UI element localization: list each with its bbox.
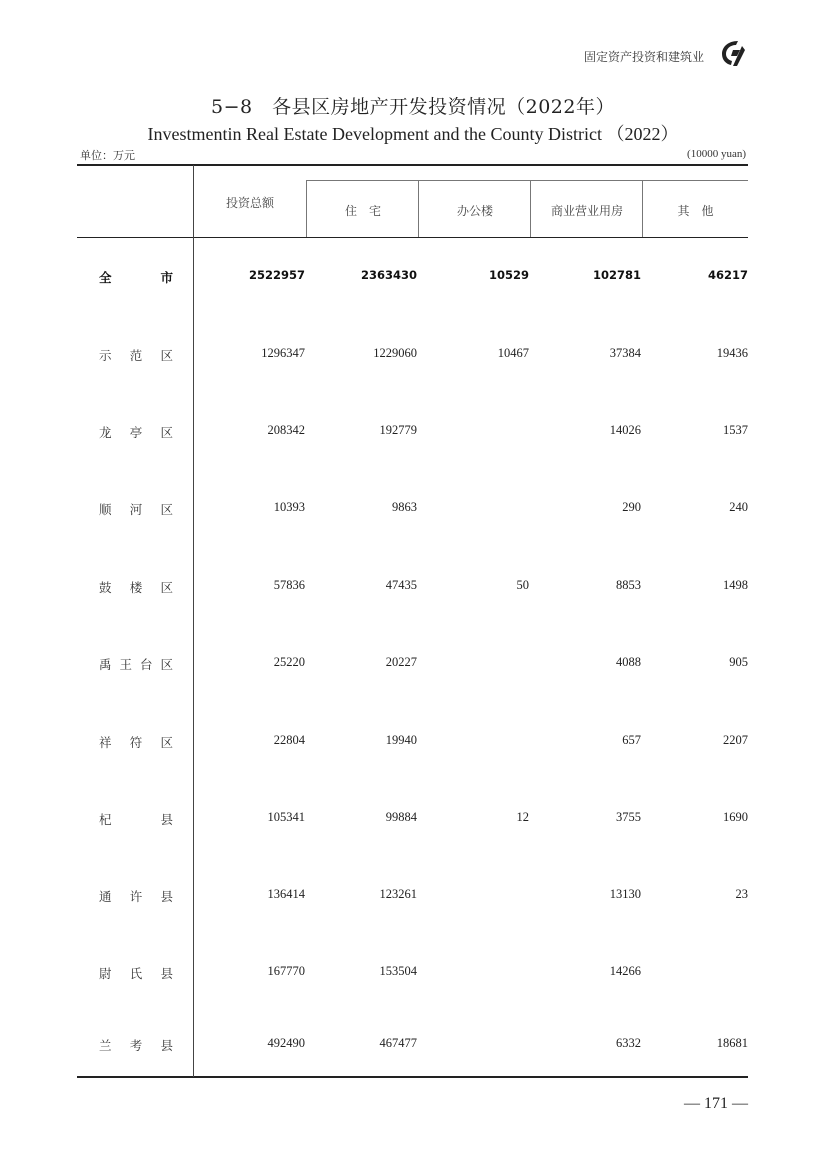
- row-label: 尉氏县: [99, 966, 173, 981]
- table-row: [77, 578, 748, 598]
- row-label: 顺河区: [99, 502, 173, 517]
- row-label: 禹王台区: [99, 657, 173, 672]
- table-row: [77, 1036, 748, 1056]
- cell-commercial: 102781: [592, 268, 641, 282]
- cell-total: 167770: [267, 964, 305, 978]
- row-label: 全市: [99, 270, 173, 285]
- column-header-office: 办公楼: [456, 204, 493, 218]
- table-header-rule: [77, 237, 748, 238]
- cell-office: 10467: [497, 346, 529, 360]
- cell-residential: 20227: [385, 655, 417, 669]
- table-row: [77, 346, 748, 366]
- cell-residential: 99884: [385, 810, 417, 824]
- cell-commercial: 14026: [609, 423, 641, 437]
- stub-divider: [193, 165, 194, 1077]
- page-number: — 171 —: [684, 1095, 748, 1112]
- chapter-logo-icon: [718, 38, 748, 68]
- cell-other: 240: [729, 500, 748, 514]
- column-header-commercial: 商业营业用房: [550, 204, 623, 218]
- cell-total: 492490: [267, 1036, 305, 1050]
- cell-commercial: 37384: [609, 346, 641, 360]
- cell-commercial: 657: [622, 733, 641, 747]
- cell-total: 208342: [267, 423, 305, 437]
- cell-total: 25220: [273, 655, 305, 669]
- header-subrule: [306, 180, 748, 181]
- cell-residential: 19940: [385, 733, 417, 747]
- unit-label-cn: 单位：万元: [80, 149, 135, 162]
- row-label: 通许县: [99, 889, 173, 904]
- cell-residential: 1229060: [373, 346, 417, 360]
- row-label: 龙亭区: [99, 425, 173, 440]
- cell-commercial: 4088: [616, 655, 641, 669]
- cell-total: 57836: [273, 578, 305, 592]
- cell-other: 1690: [723, 810, 748, 824]
- cell-residential: 47435: [385, 578, 417, 592]
- cell-other: 46217: [707, 268, 748, 282]
- cell-other: 19436: [716, 346, 748, 360]
- table-top-rule: [77, 164, 748, 166]
- table-row: [77, 810, 748, 830]
- cell-office: 50: [516, 578, 529, 592]
- table-bottom-rule: [77, 1076, 748, 1078]
- table-title-en: Investmentin Real Estate Development and the County District （2022）: [147, 124, 679, 144]
- cell-other: 18681: [716, 1036, 748, 1050]
- column-header-residential: 住 宅: [344, 204, 381, 218]
- row-label: 兰考县: [99, 1038, 173, 1053]
- cell-total: 136414: [267, 887, 305, 901]
- cell-other: 1537: [723, 423, 748, 437]
- cell-commercial: 6332: [616, 1036, 641, 1050]
- cell-commercial: 8853: [616, 578, 641, 592]
- cell-residential: 9863: [392, 500, 417, 514]
- table-row: [77, 500, 748, 520]
- cell-office: 12: [516, 810, 529, 824]
- table-title-cn: 5−8 各县区房地产开发投资情况（2022年）: [211, 96, 615, 118]
- header-section-title: 固定资产投资和建筑业: [583, 50, 704, 64]
- table-row: [77, 887, 748, 907]
- cell-office: 10529: [488, 268, 529, 282]
- cell-residential: 123261: [379, 887, 417, 901]
- cell-total: 2522957: [248, 268, 305, 282]
- cell-total: 10393: [273, 500, 305, 514]
- cell-other: 2207: [723, 733, 748, 747]
- cell-residential: 467477: [379, 1036, 417, 1050]
- cell-residential: 153504: [379, 964, 417, 978]
- row-label: 鼓楼区: [99, 580, 173, 595]
- column-header-total: 投资总额: [225, 196, 274, 210]
- cell-other: 23: [735, 887, 748, 901]
- table-row: [77, 964, 748, 984]
- table-row: [77, 655, 748, 675]
- column-header-other: 其 他: [677, 204, 714, 218]
- cell-commercial: 14266: [609, 964, 641, 978]
- cell-other: 1498: [723, 578, 748, 592]
- table-row: [77, 423, 748, 443]
- cell-commercial: 3755: [616, 810, 641, 824]
- cell-commercial: 290: [622, 500, 641, 514]
- cell-total: 1296347: [261, 346, 305, 360]
- row-label: 示范区: [99, 348, 173, 363]
- cell-other: 905: [729, 655, 748, 669]
- cell-commercial: 13130: [609, 887, 641, 901]
- cell-residential: 2363430: [360, 268, 417, 282]
- row-label: 祥符区: [99, 735, 173, 750]
- cell-total: 22804: [273, 733, 305, 747]
- cell-residential: 192779: [379, 423, 417, 437]
- cell-total: 105341: [267, 810, 305, 824]
- unit-label-en: (10000 yuan): [687, 148, 746, 160]
- table-row: [77, 268, 748, 288]
- row-label: 杞县: [99, 812, 173, 827]
- table-row: [77, 733, 748, 753]
